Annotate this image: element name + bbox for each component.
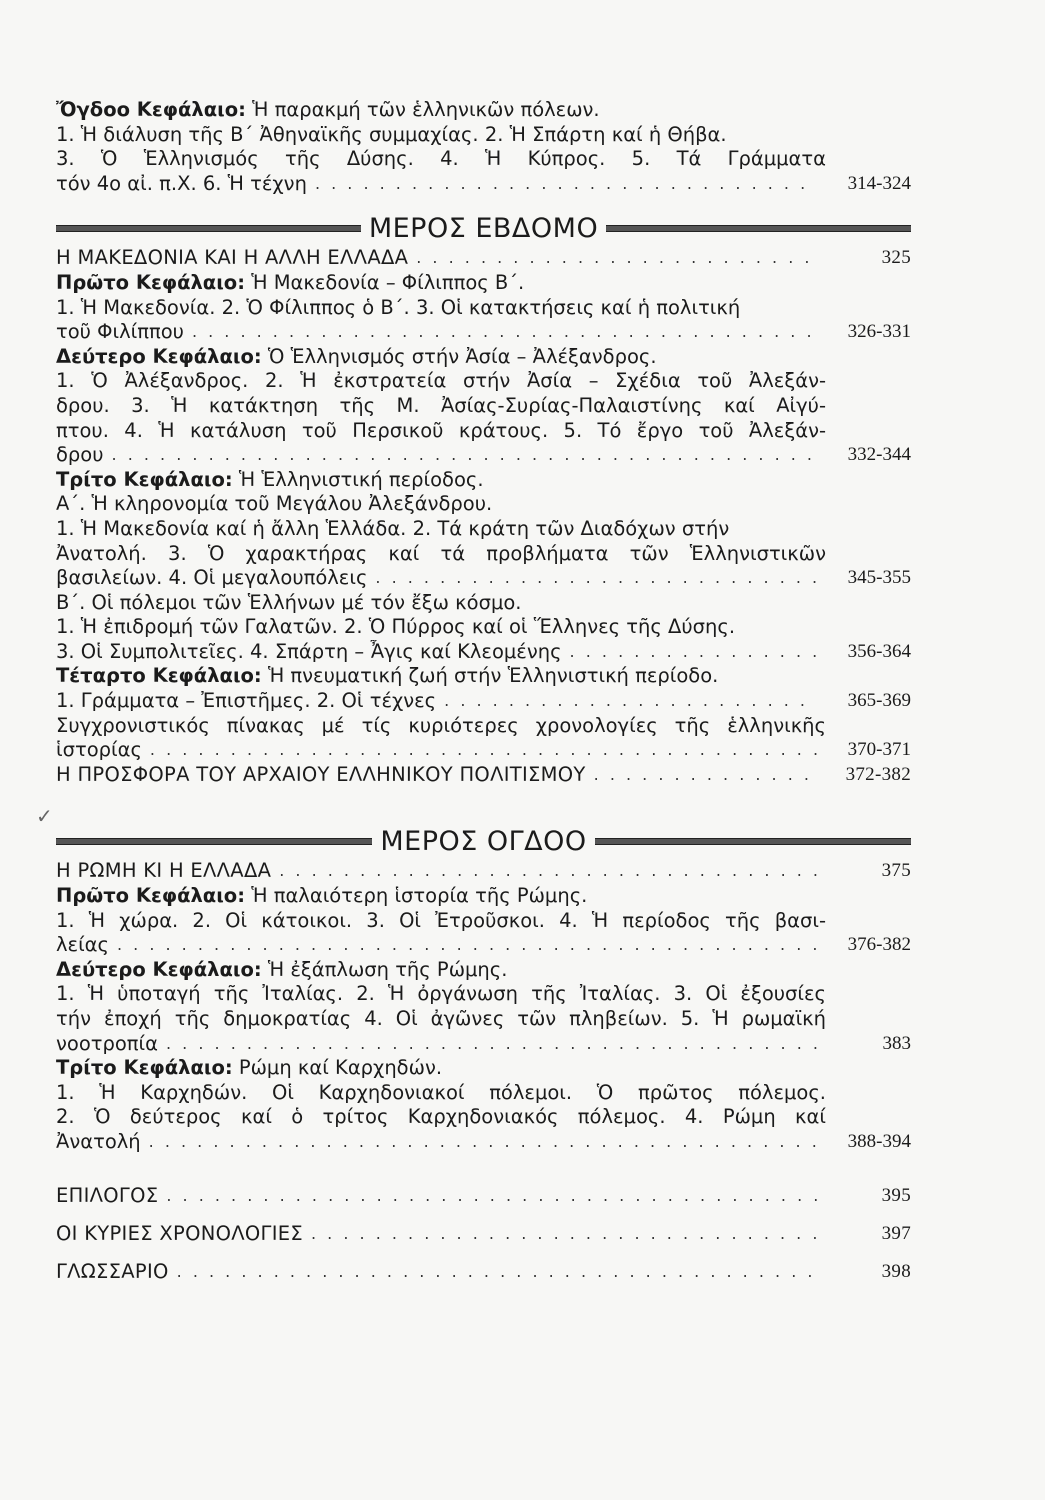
margin-check-mark: ✓ [36, 804, 53, 828]
toc-entry [56, 443, 911, 468]
subsection-title: Β΄. Οἱ πόλεμοι τῶν Ἑλλήνων μέ τόν ἔξω κόσμο. [56, 590, 522, 614]
section-title: Η ΡΩΜΗ ΚΙ Η ΕΛΛΑΔΑ [56, 859, 272, 883]
chapter-heading [56, 271, 911, 296]
dot-leader [192, 320, 817, 345]
toc-entry [56, 1177, 911, 1215]
chapter-label: Πρῶτο Κεφάλαιο: [56, 884, 246, 908]
dot-leader [117, 933, 817, 958]
chapter-label: Ὄγδοο Κεφάλαιο: [56, 98, 246, 121]
chapter-sections: 1. Ἡ διάλυση τῆς Β΄ Ἀθηναϊκῆς συμμαχίας. 2. Ἡ Σπάρτη καί ἡ Θήβα. [56, 122, 727, 146]
section-title: ΕΠΙΛΟΓΟΣ [56, 1183, 159, 1207]
section-title: ΟΙ ΚΥΡΙΕΣ ΧΡΟΝΟΛΟΓΙΕΣ [56, 1221, 303, 1245]
page-number: 332-344 [847, 444, 911, 466]
dot-leader [150, 738, 817, 763]
chapter-heading [56, 664, 911, 689]
toc-entry [56, 763, 911, 788]
page-number: 383 [882, 1032, 911, 1054]
chapter-sections: 1. Ἡ Καρχηδών. Οἱ Καρχηδονιακοί πόλεμοι. Ὁ πρῶτος πόλεμος. [56, 1080, 826, 1104]
chapter-sections: τήν ἐποχή τῆς δημοκρατίας 4. Οἱ ἀγῶνες τῶν πληβείων. 5. Ἡ ρωμαϊκή [56, 1007, 826, 1030]
chapter-sections: 1. Ἡ Μακεδονία καί ἡ ἄλλη Ἑλλάδα. 2. Τά κράτη τῶν Διαδόχων στήν [56, 516, 730, 540]
chapter-sections: δρου. 3. Ἡ κατάκτηση τῆς Μ. Ἀσίας-Συρίας-Παλαιστίνης καί Αἰγύ- [56, 393, 826, 417]
page-number: 326-331 [847, 321, 911, 343]
chapter-sections: 1. Ἡ Μακεδονία. 2. Ὁ Φίλιππος ὁ Β΄. 3. Οἱ κατακτήσεις καί ἡ πολιτική [56, 295, 741, 319]
chapter-sections: τοῦ Φιλίππου [56, 320, 184, 344]
chapter-title: Ὁ Ἑλληνισμός στήν Ἀσία – Ἀλέξανδρος. [267, 344, 657, 368]
page-number: 376-382 [847, 934, 911, 956]
rule-left [56, 838, 372, 845]
page-number: 397 [881, 1222, 911, 1244]
page-number: 345-355 [847, 567, 911, 589]
dot-leader [315, 172, 817, 197]
dot-leader [177, 1253, 817, 1291]
chapter-label: Πρῶτο Κεφάλαιο: [56, 270, 246, 294]
chapter-label: Τρίτο Κεφάλαιο: [56, 467, 233, 491]
chapter-title: Ἡ ἐξάπλωση τῆς Ρώμης. [267, 957, 508, 981]
toc-entry [56, 1215, 911, 1253]
chapter-sections: 1. Ὁ Ἀλέξανδρος. 2. Ἡ ἐκστρατεία στήν Ἀσία – Σχέδια τοῦ Ἀλεξάν- [56, 369, 826, 393]
page-number: 314-324 [847, 172, 911, 194]
toc-entry [56, 320, 911, 345]
chapter-sections: πτου. 4. Ἡ κατάλυση τοῦ Περσικοῦ κράτους. 5. Τό ἔργο τοῦ Ἀλεξάν- [56, 418, 826, 442]
chapter-sections: 1. Ἡ χώρα. 2. Οἱ κάτοικοι. 3. Οἱ Ἐτροῦσκοι. 4. Ἡ περίοδος τῆς βασι- [56, 908, 826, 932]
chapter-label: Δεύτερο Κεφάλαιο: [56, 344, 262, 368]
chapter-sections: 1. Ἡ ὑποταγή τῆς Ἰταλίας. 2. Ἡ ὀργάνωση τῆς Ἰταλίας. 3. Οἱ ἐξουσίες [56, 982, 826, 1006]
toc-entry [56, 738, 911, 763]
toc-entry [56, 566, 911, 591]
dot-leader [570, 640, 817, 665]
dot-leader [166, 1032, 817, 1057]
dot-leader [112, 443, 817, 468]
page-number: 395 [881, 1184, 911, 1206]
chapter-title: Ἡ παρακμή τῶν ἑλληνικῶν πόλεων. [252, 98, 600, 121]
toc-entry [56, 172, 911, 197]
dot-leader [149, 1130, 817, 1155]
chapter-sections: 1. Ἡ ἐπιδρομή τῶν Γαλατῶν. 2. Ὁ Πύρρος καί οἱ Ἕλληνες τῆς Δύσης. [56, 615, 736, 639]
page-number: 365-369 [847, 690, 911, 712]
toc-entry [56, 1032, 911, 1057]
page-number: 325 [881, 247, 911, 269]
page-number: 372-382 [845, 763, 911, 785]
toc-entry [56, 1253, 911, 1291]
part-title: ΜΕΡΟΣ ΕΒΔΟΜΟ [368, 212, 599, 244]
chapter-sections: 2. Ὁ δεύτερος καί ὁ τρίτος Καρχηδονιακός πόλεμος. 4. Ρώμη καί [56, 1105, 826, 1129]
dot-leader [375, 566, 817, 591]
chapter-title: Ἡ πνευματική ζωή στήν Ἑλληνιστική περίοδο. [267, 664, 719, 688]
table-of-contents [56, 98, 911, 1291]
rule-right [606, 225, 911, 232]
chapter-sections: 3. Οἱ Συμπολιτεῖες. 4. Σπάρτη – Ἆγις καί Κλεομένης [56, 639, 562, 663]
chapter-title: Ἡ Μακεδονία – Φίλιππος Β΄. [251, 270, 525, 294]
dot-leader [166, 1177, 817, 1215]
dot-leader [311, 1215, 817, 1253]
chapter-sections: νοοτροπία [56, 1031, 158, 1055]
section-title: Η ΠΡΟΣΦΟΡΑ ΤΟΥ ΑΡΧΑΙΟΥ ΕΛΛΗΝΙΚΟΥ ΠΟΛΙΤΙΣΜΟΥ [56, 762, 586, 786]
dot-leader [594, 763, 817, 788]
chapter-sections: βασιλείων. 4. Οἱ μεγαλουπόλεις [56, 566, 368, 590]
chapter-sections: λείας [56, 933, 109, 957]
toc-entry [56, 859, 911, 884]
part-heading [56, 823, 911, 859]
chapter-heading [56, 1056, 911, 1081]
chapter-label: Τρίτο Κεφάλαιο: [56, 1056, 233, 1080]
toc-entry [56, 246, 911, 271]
chapter-heading [56, 345, 911, 370]
chapter-heading [56, 468, 911, 493]
chapter-sections: δρου [56, 443, 104, 467]
chapter-sections: Ἀνατολή. 3. Ὁ χαρακτήρας καί τά προβλήματα τῶν Ἑλληνιστικῶν [56, 541, 826, 565]
part-heading [56, 210, 911, 246]
chapter-sections: 1. Γράμματα – Ἐπιστῆμες. 2. Οἱ τέχνες [56, 689, 437, 713]
page-number: 375 [881, 860, 911, 882]
rule-left [56, 225, 361, 232]
chapter-title: Ἡ παλαιότερη ἱστορία τῆς Ρώμης. [251, 884, 588, 908]
subsection-title: Α΄. Ἡ κληρονομία τοῦ Μεγάλου Ἀλεξάνδρου. [56, 492, 493, 516]
chapter-label: Τέταρτο Κεφάλαιο: [56, 664, 262, 688]
chapter-label: Δεύτερο Κεφάλαιο: [56, 957, 262, 981]
page-number: 356-364 [847, 640, 911, 662]
chapter-title: Ρώμη καί Καρχηδών. [238, 1056, 443, 1080]
toc-entry [56, 689, 911, 714]
toc-entry [56, 933, 911, 958]
chapter-sections: ἱστορίας [56, 738, 142, 762]
chapter-sections: 3. Ὁ Ἑλληνισμός τῆς Δύσης. 4. Ἡ Κύπρος. 5. Τά Γράμματα [56, 147, 826, 171]
chapter-sections: τόν 4ο αἰ. π.Χ. 6. Ἡ τέχνη [56, 171, 307, 195]
chapter-sections: Συγχρονιστικός πίνακας μέ τίς κυριότερες χρονολογίες τῆς ἑλληνικῆς [56, 713, 826, 737]
dot-leader [444, 689, 817, 714]
section-title: ΓΛΩΣΣΑΡΙΟ [56, 1259, 169, 1283]
chapter-title: Ἡ Ἑλληνιστική περίοδος. [238, 467, 484, 491]
chapter-sections: Ἀνατολή [56, 1129, 141, 1153]
rule-right [595, 838, 911, 845]
toc-entry [56, 640, 911, 665]
chapter-heading [56, 98, 911, 123]
toc-entry [56, 1130, 911, 1155]
page-number: 388-394 [847, 1130, 911, 1152]
chapter-heading [56, 884, 911, 909]
dot-leader [279, 859, 817, 884]
section-title: Η ΜΑΚΕΔΟΝΙΑ ΚΑΙ Η ΑΛΛΗ ΕΛΛΑΔΑ [56, 246, 409, 270]
page-number: 370-371 [847, 739, 911, 761]
chapter-heading [56, 958, 911, 983]
page-number: 398 [881, 1260, 911, 1282]
dot-leader [416, 246, 817, 271]
part-title: ΜΕΡΟΣ ΟΓΔΟΟ [380, 825, 587, 857]
